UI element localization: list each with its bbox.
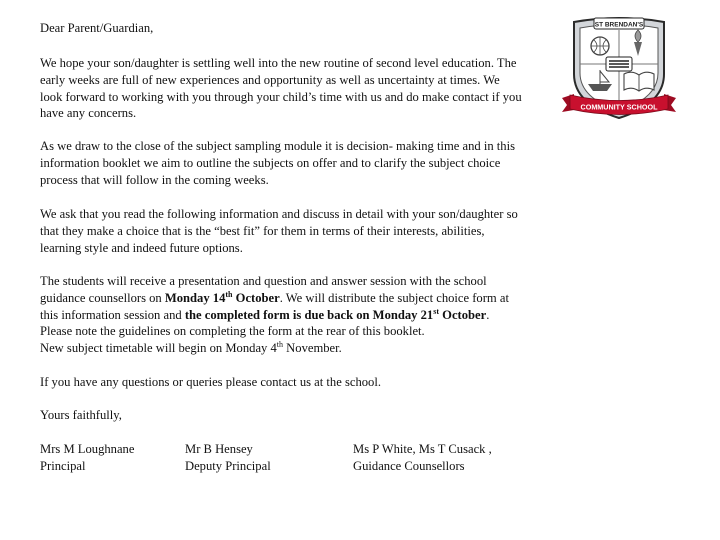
closing: Yours faithfully,: [40, 408, 122, 422]
date-presentation: Monday 14th October: [164, 289, 280, 305]
paragraph-subject-sampling: [40, 138, 515, 188]
date-form-due: the completed form is due back on Monday 21st October: [184, 306, 487, 322]
crest-banner-text: COMMUNITY SCHOOL: [580, 102, 658, 112]
text-line: The students will receive a presentation and question and answer session with the school: [40, 274, 487, 288]
text-line: learning style and indeed future options.: [40, 240, 243, 255]
signatory-name: Mr B Hensey: [185, 442, 253, 456]
signatory-name: Mrs M Loughnane: [40, 442, 135, 456]
signatory-guidance-counsellors: [353, 441, 492, 475]
text-line: Please note the guidelines on completing the form at the rear of this booklet.: [40, 324, 425, 339]
text-line: As we draw to the close of the subject sampling module it is decision- making time and in this: [40, 139, 515, 153]
text-line: have any concerns.: [40, 106, 137, 121]
paragraph-welcome: [40, 55, 522, 122]
text-line: look forward to working with you through your child’s time with us and do make contact if you: [40, 89, 522, 104]
text-line: early weeks are full of new experiences and opportunity as well as uncertainty at times. We: [40, 72, 500, 87]
school-crest-logo: [560, 12, 678, 122]
signatory-role: Principal: [40, 459, 86, 473]
crest-top-text: ST BRENDAN'S: [594, 21, 644, 29]
signatory-name: Ms P White, Ms T Cusack ,: [353, 442, 492, 456]
salutation: Dear Parent/Guardian,: [40, 21, 154, 35]
text-line: New subject timetable will begin on Monday 4th November.: [40, 340, 342, 356]
text-line: We ask that you read the following information and discuss in detail with your son/daughter so: [40, 207, 518, 221]
paragraph-key-dates: [40, 273, 509, 357]
text-line: process that will follow in the coming weeks.: [40, 172, 269, 187]
paragraph-contact: If you have any questions or queries please contact us at the school.: [40, 375, 381, 389]
signatory-principal: [40, 441, 134, 475]
paragraph-read-information: [40, 206, 518, 256]
signatory-role: Guidance Counsellors: [353, 459, 465, 473]
text-line: information booklet we aim to outline the subjects on offer and to clarify the subject choice: [40, 155, 501, 170]
text-line: We hope your son/daughter is settling well into the new routine of second level education. The: [40, 56, 517, 70]
signatory-deputy-principal: [185, 441, 271, 475]
text-line: this information session and the completed form is due back on Monday 21st October.: [40, 306, 490, 322]
text-line: guidance counsellors on Monday 14th October. We will distribute the subject choice form at: [40, 289, 509, 305]
signatory-role: Deputy Principal: [185, 459, 271, 473]
text-line: that they make a choice that is the “best fit” for them in terms of their interests, abilities,: [40, 223, 485, 238]
